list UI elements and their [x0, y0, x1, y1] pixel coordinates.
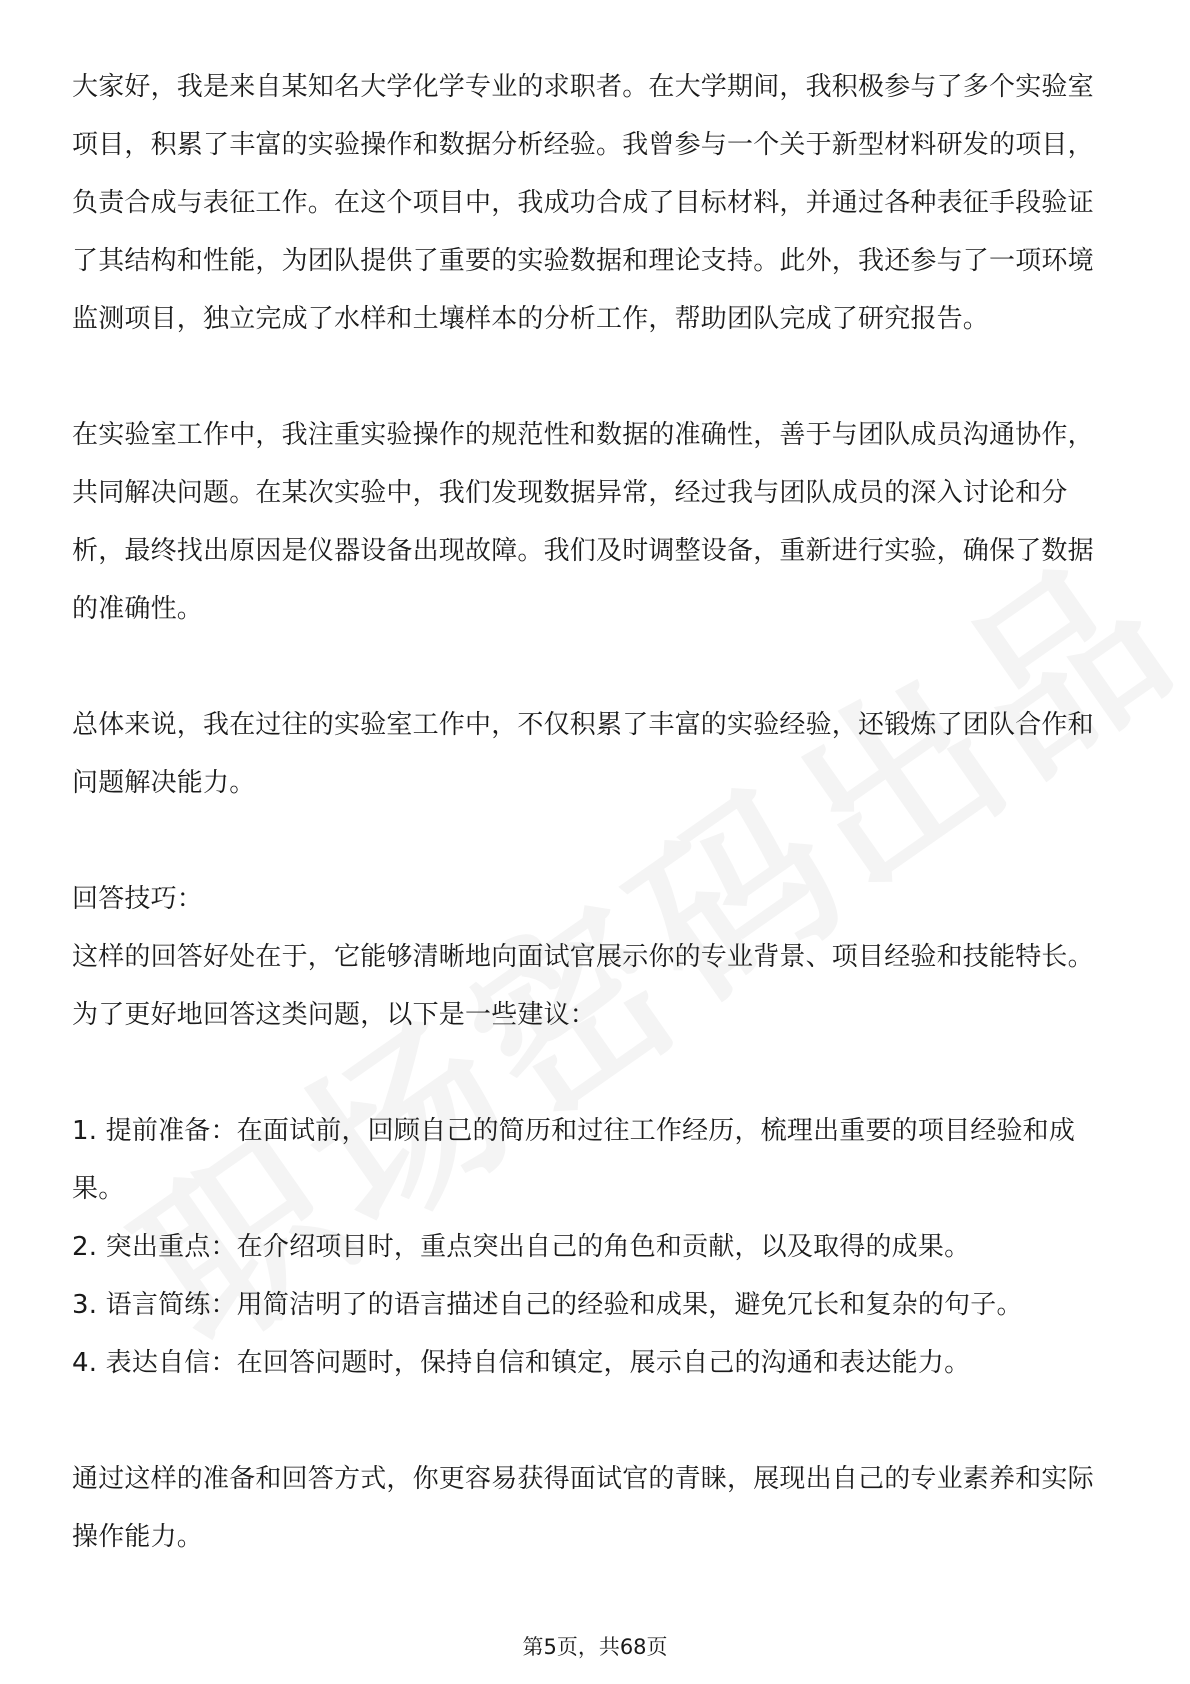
paragraph-spacer: [72, 812, 1118, 870]
paragraph-teamwork: 在实验室工作中，我注重实验操作的规范性和数据的准确性，善于与团队成员沟通协作，共同解决问题。在某次实验中，我们发现数据异常，经过我与团队成员的深入讨论和分析，最终找出原因是仪器设备出现故障。我们及时调整设备，重新进行实验，确保了数据的准确性。: [72, 420, 1094, 624]
paragraph-intro: 大家好，我是来自某知名大学化学专业的求职者。在大学期间，我积极参与了多个实验室项目，积累了丰富的实验操作和数据分析经验。我曾参与一个关于新型材料研发的项目，负责合成与表征工作。在这个项目中，我成功合成了目标材料，并通过各种表征手段验证了其结构和性能，为团队提供了重要的实验数据和理论支持。此外，我还参与了一项环境监测项目，独立完成了水样和土壤样本的分析工作，帮助团队完成了研究报告。: [72, 72, 1094, 334]
paragraph-closing: 通过这样的准备和回答方式，你更容易获得面试官的青睐，展现出自己的专业素养和实际操作能力。: [72, 1464, 1094, 1552]
paragraph-spacer: [72, 1044, 1118, 1102]
tips-intro: 这样的回答好处在于，它能够清晰地向面试官展示你的专业背景、项目经验和技能特长。为了更好地回答这类问题，以下是一些建议：: [72, 942, 1094, 1030]
paragraph-spacer: [72, 348, 1118, 406]
paragraph-spacer: [72, 1392, 1118, 1450]
tips-list: [72, 1102, 1118, 1392]
paragraph-summary: 总体来说，我在过往的实验室工作中，不仅积累了丰富的实验经验，还锻炼了团队合作和问题解决能力。: [72, 710, 1094, 798]
tips-list-item: 1. 提前准备：在面试前，回顾自己的简历和过往工作经历，梳理出重要的项目经验和成果。: [72, 1116, 1076, 1204]
tips-list-item: 2. 突出重点：在介绍项目时，重点突出自己的角色和贡献，以及取得的成果。: [72, 1232, 971, 1262]
paragraph-spacer: [72, 638, 1118, 696]
document-body: [72, 58, 1118, 1566]
page-number-footer: 第5页，共68页: [522, 1635, 668, 1659]
tips-list-item: 3. 语言简练：用简洁明了的语言描述自己的经验和成果，避免冗长和复杂的句子。: [72, 1290, 1023, 1320]
tips-heading: 回答技巧：: [72, 884, 204, 914]
tips-list-item: 4. 表达自信：在回答问题时，保持自信和镇定，展示自己的沟通和表达能力。: [72, 1348, 971, 1378]
